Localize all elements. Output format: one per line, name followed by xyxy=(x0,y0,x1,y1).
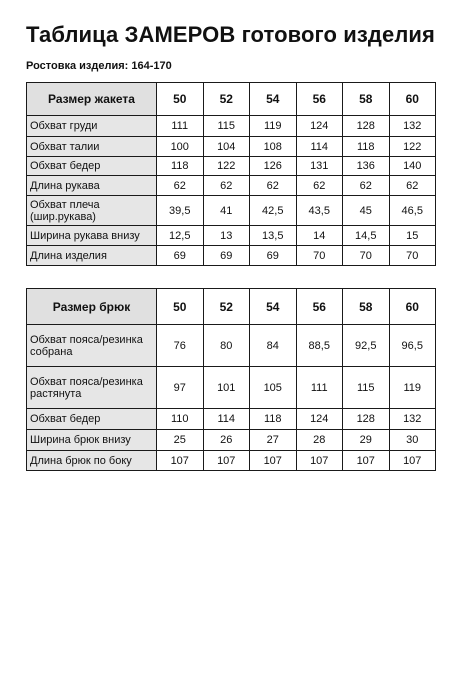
cell-value: 92,5 xyxy=(343,325,390,367)
cell-value: 124 xyxy=(296,409,343,430)
pants-size-54: 54 xyxy=(250,289,297,325)
cell-value: 122 xyxy=(203,157,250,176)
cell-value: 26 xyxy=(203,430,250,451)
cell-value: 119 xyxy=(389,367,436,409)
cell-value: 122 xyxy=(389,137,436,157)
cell-value: 126 xyxy=(250,157,297,176)
cell-value: 131 xyxy=(296,157,343,176)
cell-value: 43,5 xyxy=(296,196,343,226)
jacket-size-58: 58 xyxy=(343,83,390,116)
cell-value: 100 xyxy=(157,137,204,157)
cell-value: 108 xyxy=(250,137,297,157)
cell-value: 29 xyxy=(343,430,390,451)
cell-value: 114 xyxy=(296,137,343,157)
cell-value: 13 xyxy=(203,226,250,246)
table-row xyxy=(27,409,436,430)
cell-value: 110 xyxy=(157,409,204,430)
cell-value: 107 xyxy=(343,451,390,471)
cell-value: 105 xyxy=(250,367,297,409)
cell-value: 14,5 xyxy=(343,226,390,246)
cell-value: 25 xyxy=(157,430,204,451)
page-title: Таблица ЗАМЕРОВ готового изделия xyxy=(26,22,435,47)
cell-value: 45 xyxy=(343,196,390,226)
cell-value: 62 xyxy=(157,176,204,196)
cell-value: 70 xyxy=(389,246,436,266)
table-row xyxy=(27,430,436,451)
cell-value: 119 xyxy=(250,116,297,137)
jacket-size-50: 50 xyxy=(157,83,204,116)
jacket-header-row xyxy=(27,83,436,116)
table-row xyxy=(27,196,436,226)
cell-value: 80 xyxy=(203,325,250,367)
cell-value: 107 xyxy=(250,451,297,471)
cell-value: 14 xyxy=(296,226,343,246)
cell-value: 124 xyxy=(296,116,343,137)
row-label: Ширина рукава внизу xyxy=(27,226,157,246)
table-row xyxy=(27,176,436,196)
cell-value: 41 xyxy=(203,196,250,226)
cell-value: 96,5 xyxy=(389,325,436,367)
cell-value: 111 xyxy=(157,116,204,137)
pants-size-56: 56 xyxy=(296,289,343,325)
cell-value: 101 xyxy=(203,367,250,409)
cell-value: 62 xyxy=(296,176,343,196)
cell-value: 118 xyxy=(250,409,297,430)
pants-size-table xyxy=(26,288,436,471)
cell-value: 42,5 xyxy=(250,196,297,226)
table-row xyxy=(27,325,436,367)
jacket-size-54: 54 xyxy=(250,83,297,116)
cell-value: 12,5 xyxy=(157,226,204,246)
row-label: Обхват груди xyxy=(27,116,157,137)
cell-value: 13,5 xyxy=(250,226,297,246)
cell-value: 132 xyxy=(389,116,436,137)
cell-value: 62 xyxy=(203,176,250,196)
height-range-subtitle: Ростовка изделия: 164-170 xyxy=(26,60,172,72)
pants-size-58: 58 xyxy=(343,289,390,325)
table-row xyxy=(27,226,436,246)
cell-value: 118 xyxy=(343,137,390,157)
cell-value: 118 xyxy=(157,157,204,176)
pants-size-50: 50 xyxy=(157,289,204,325)
table-row xyxy=(27,116,436,137)
table-row xyxy=(27,246,436,266)
jacket-size-table xyxy=(26,82,436,266)
cell-value: 27 xyxy=(250,430,297,451)
table-row xyxy=(27,137,436,157)
row-label: Обхват талии xyxy=(27,137,157,157)
cell-value: 69 xyxy=(157,246,204,266)
cell-value: 62 xyxy=(389,176,436,196)
cell-value: 128 xyxy=(343,409,390,430)
cell-value: 46,5 xyxy=(389,196,436,226)
cell-value: 111 xyxy=(296,367,343,409)
cell-value: 107 xyxy=(389,451,436,471)
cell-value: 107 xyxy=(203,451,250,471)
row-label: Длина брюк по боку xyxy=(27,451,157,471)
cell-value: 97 xyxy=(157,367,204,409)
table-row xyxy=(27,157,436,176)
cell-value: 70 xyxy=(296,246,343,266)
row-label: Обхват бедер xyxy=(27,157,157,176)
cell-value: 136 xyxy=(343,157,390,176)
cell-value: 104 xyxy=(203,137,250,157)
cell-value: 132 xyxy=(389,409,436,430)
cell-value: 88,5 xyxy=(296,325,343,367)
cell-value: 39,5 xyxy=(157,196,204,226)
cell-value: 76 xyxy=(157,325,204,367)
pants-size-60: 60 xyxy=(389,289,436,325)
row-label: Ширина брюк внизу xyxy=(27,430,157,451)
table-row xyxy=(27,451,436,471)
cell-value: 69 xyxy=(203,246,250,266)
table-row xyxy=(27,367,436,409)
pants-size-52: 52 xyxy=(203,289,250,325)
row-label: Обхват бедер xyxy=(27,409,157,430)
jacket-header-label: Размер жакета xyxy=(27,83,157,116)
pants-header-label: Размер брюк xyxy=(27,289,157,325)
jacket-size-56: 56 xyxy=(296,83,343,116)
cell-value: 30 xyxy=(389,430,436,451)
cell-value: 70 xyxy=(343,246,390,266)
cell-value: 115 xyxy=(343,367,390,409)
row-label: Длина изделия xyxy=(27,246,157,266)
row-label: Длина рукава xyxy=(27,176,157,196)
cell-value: 107 xyxy=(296,451,343,471)
cell-value: 107 xyxy=(157,451,204,471)
cell-value: 15 xyxy=(389,226,436,246)
cell-value: 62 xyxy=(343,176,390,196)
jacket-size-60: 60 xyxy=(389,83,436,116)
row-label: Обхват плеча (шир.рукава) xyxy=(27,196,157,226)
cell-value: 115 xyxy=(203,116,250,137)
cell-value: 140 xyxy=(389,157,436,176)
cell-value: 28 xyxy=(296,430,343,451)
cell-value: 128 xyxy=(343,116,390,137)
cell-value: 84 xyxy=(250,325,297,367)
jacket-size-52: 52 xyxy=(203,83,250,116)
cell-value: 69 xyxy=(250,246,297,266)
cell-value: 114 xyxy=(203,409,250,430)
row-label: Обхват пояса/резинка растянута xyxy=(27,367,157,409)
row-label: Обхват пояса/резинка собрана xyxy=(27,325,157,367)
pants-header-row xyxy=(27,289,436,325)
cell-value: 62 xyxy=(250,176,297,196)
